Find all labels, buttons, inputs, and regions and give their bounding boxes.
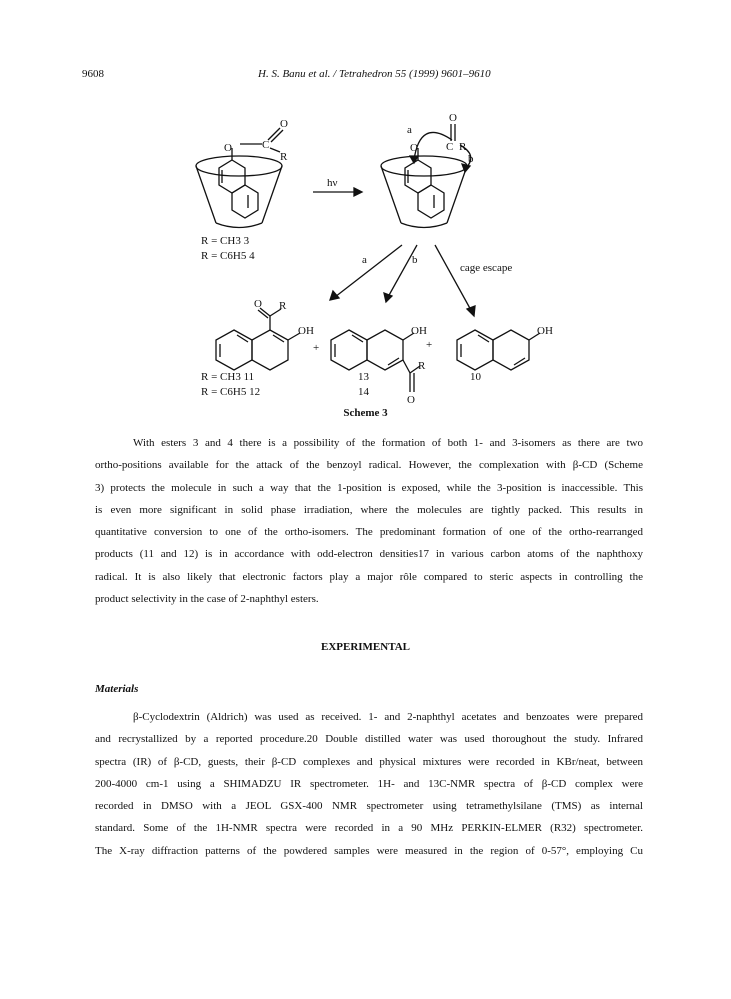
paragraph-line: radical. It is also likely that electronic factors play a major rôle compared to steric aspects in controlling the bbox=[95, 570, 643, 583]
path-b-label-top: b bbox=[468, 153, 474, 165]
paragraph-line: The X-ray diffraction patterns of the powdered samples were measured in the region of 0-57°, employing Cu bbox=[95, 844, 643, 857]
paragraph-line: With esters 3 and 4 there is a possibility of the formation of both 1- and 3-isomers as there are two bbox=[133, 437, 643, 449]
r-label-11: R bbox=[279, 300, 287, 312]
carbonyl-oxygen-label-left: O bbox=[280, 118, 288, 130]
r-label-13: R bbox=[418, 360, 426, 372]
ester-4-label: R = C6H5 4 bbox=[201, 250, 255, 262]
ester-3-label: R = CH3 3 bbox=[201, 235, 250, 247]
oh-label-13: OH bbox=[411, 325, 427, 337]
oh-label-11: OH bbox=[298, 325, 314, 337]
compound-10-label: 10 bbox=[470, 371, 481, 383]
product-11-label: R = CH3 11 bbox=[201, 371, 255, 383]
ester-carbon-label-right: C bbox=[446, 141, 454, 153]
compound-14-label: 14 bbox=[358, 386, 369, 398]
r-label-left: R bbox=[280, 151, 288, 163]
cyclodextrin-cage-right bbox=[381, 156, 467, 228]
cyclodextrin-cage-left bbox=[196, 156, 282, 228]
plus-sign-2: + bbox=[426, 339, 433, 351]
ester-oxygen-label-left: O bbox=[224, 142, 232, 154]
plus-sign-1: + bbox=[313, 342, 320, 354]
page-number: 9608 bbox=[82, 68, 104, 80]
path-a-label-top: a bbox=[407, 124, 412, 136]
paragraph-line: product selectivity in the case of 2-naphthyl esters. bbox=[95, 593, 319, 606]
experimental-heading: EXPERIMENTAL bbox=[320, 641, 411, 653]
compound-13-label: 13 bbox=[358, 371, 369, 383]
paragraph-line: products (11 and 12) is in accordance with odd-electron densities17 in various carbon atoms of the naphthoxy bbox=[95, 548, 643, 561]
carbonyl-oxygen-label-13: O bbox=[407, 394, 415, 406]
discussion-paragraph bbox=[95, 432, 643, 610]
paragraph-line: 3) protects the molecule in such a way that the 1-position is exposed, while the 3-position is inaccessible. This bbox=[95, 481, 643, 494]
product-11-12-structure bbox=[216, 308, 300, 370]
carbonyl-oxygen-label-right: O bbox=[449, 112, 457, 124]
materials-paragraph bbox=[95, 706, 643, 862]
paragraph-line: is even more significant in solid phase irradiation, where the molecules are tightly packed. This results in bbox=[95, 503, 643, 516]
cage-escape-arrow bbox=[435, 245, 475, 316]
paragraph-line: spectra (IR) of β-CD, guests, their β-CD complexes and physical mixtures were recorded in KBr/neat, between bbox=[95, 755, 643, 768]
paragraph-line: β-Cyclodextrin (Aldrich) was used as received. 1- and 2-naphthyl acetates and benzoates were prepared bbox=[133, 711, 643, 723]
scheme-caption: Scheme 3 bbox=[343, 407, 388, 419]
product-10-structure bbox=[457, 330, 540, 370]
scheme-3-diagram bbox=[0, 0, 731, 420]
materials-heading: Materials bbox=[95, 683, 139, 695]
paragraph-line: standard. Some of the 1H-NMR spectra were recorded in a 90 MHz PERKIN-ELMER (R32) spectrometer. bbox=[95, 822, 643, 835]
paragraph-line: recorded in DMSO with a JEOL GSX-400 NMR spectrometer using tetramethylsilane (TMS) as internal bbox=[95, 800, 643, 813]
carbonyl-oxygen-label-11: O bbox=[254, 298, 262, 310]
product-12-label: R = C6H5 12 bbox=[201, 386, 261, 398]
r-label-right: R bbox=[459, 141, 467, 153]
photolysis-arrow bbox=[313, 188, 362, 196]
oh-label-10: OH bbox=[537, 325, 553, 337]
product-13-14-structure bbox=[331, 330, 420, 392]
paragraph-line: quantitative conversion to one of the ortho-isomers. The predominant formation of one of the ortho-rearranged bbox=[95, 526, 643, 539]
hv-label: hν bbox=[327, 177, 338, 189]
path-a-label: a bbox=[362, 254, 367, 266]
running-head: H. S. Banu et al. / Tetrahedron 55 (1999) 9601–9610 bbox=[258, 68, 491, 80]
ester-oxygen-label-right: O bbox=[410, 142, 418, 154]
cage-escape-label: cage escape bbox=[460, 262, 513, 274]
path-b-label: b bbox=[412, 254, 418, 266]
paragraph-line: and recrystallized by a reported procedure.20 Double distilled water was used thoroughout the study. Infrared bbox=[95, 733, 643, 746]
paragraph-line: ortho-positions available for the attack of the benzoyl radical. However, the complexation with β-CD (Scheme bbox=[95, 459, 643, 472]
paragraph-line: 200-4000 cm-1 using a SHIMADZU IR spectrometer. 1H- and 13C-NMR spectra of β-CD complex were bbox=[95, 777, 643, 790]
ester-carbon-label-left: C bbox=[262, 139, 270, 151]
